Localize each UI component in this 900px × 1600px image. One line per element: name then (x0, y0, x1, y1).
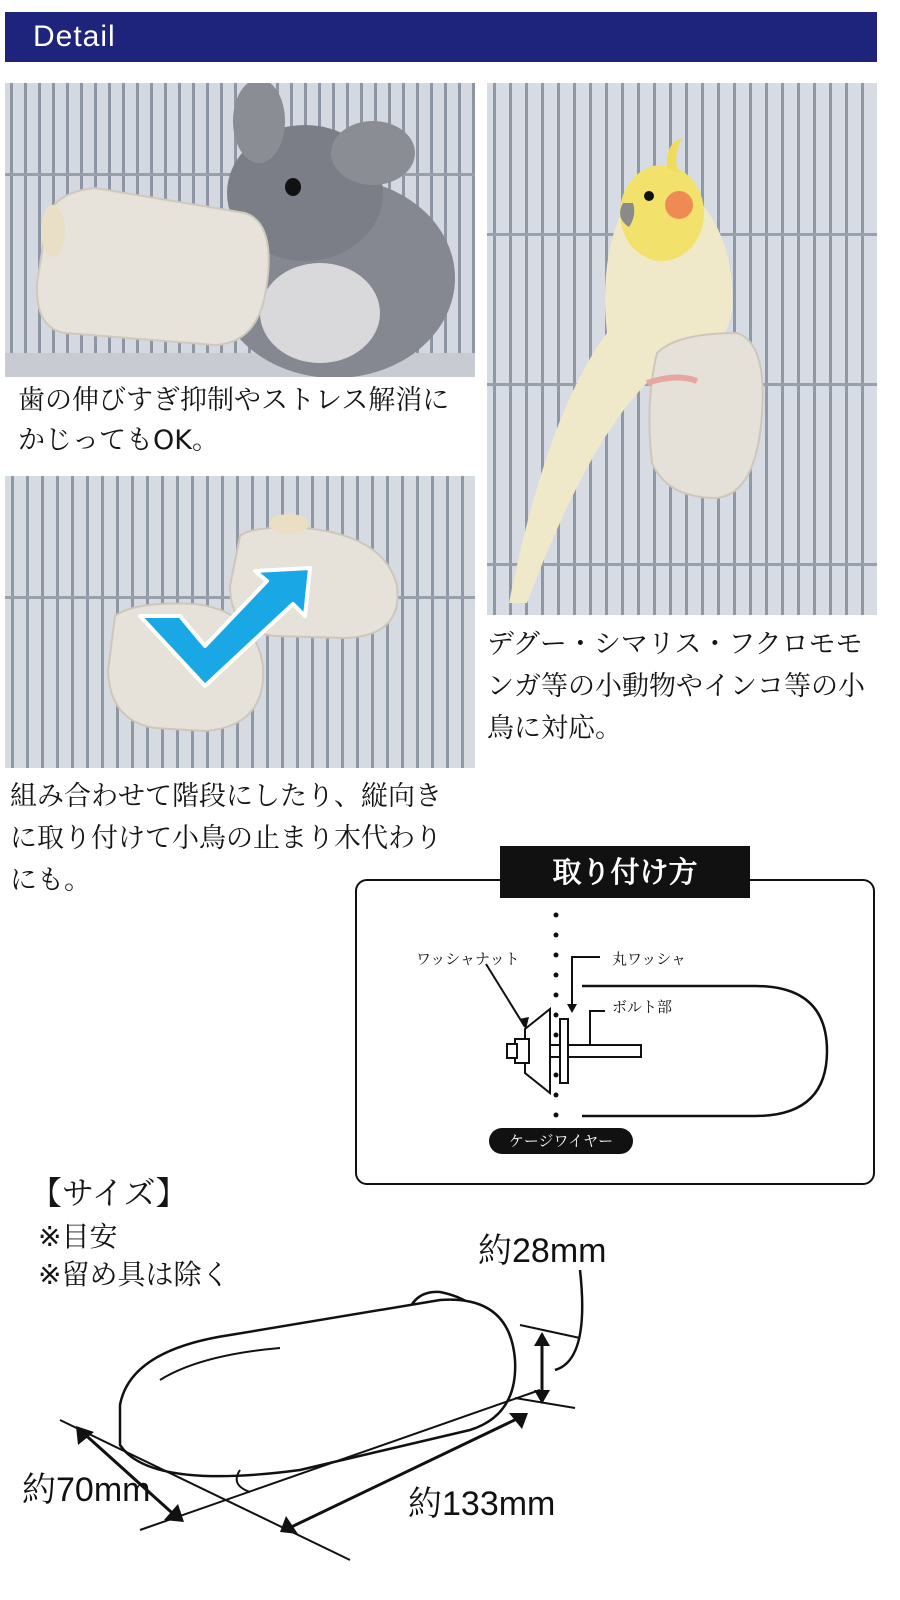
caption-line: デグー・シマリス・フクロモモ (487, 629, 863, 660)
height-dimension: 約28mm (478, 1232, 607, 1270)
animals-caption (487, 624, 887, 750)
caption-line: に取り付けて小鳥の止まり木代わり (10, 823, 442, 854)
size-note: ※目安 (38, 1220, 118, 1253)
caption-line: 鳥に対応。 (487, 713, 622, 744)
stairs-photo (5, 476, 475, 768)
chinchilla-photo (5, 83, 475, 377)
bolt-label: ボルト部 (612, 998, 673, 1016)
size-drawing (0, 1230, 900, 1600)
caption-line: ンガ等の小動物やインコ等の小 (487, 671, 865, 702)
cockatiel-photo (487, 83, 877, 615)
length-dimension: 約133mm (408, 1485, 556, 1523)
installation-title: 取り付け方 (500, 846, 750, 898)
caption-line: 歯の伸びすぎ抑制やストレス解消に (18, 385, 450, 416)
caption-line: にも。 (10, 865, 91, 896)
section-header (5, 12, 877, 62)
section-title: Detail (33, 20, 116, 53)
washer-nut-label: ワッシャナット (416, 950, 520, 968)
chewing-caption (18, 381, 488, 461)
caption-line: かじってもOK。 (18, 425, 219, 456)
width-dimension: 約70mm (22, 1471, 151, 1509)
size-note: ※留め具は除く (38, 1258, 230, 1291)
caption-line: 組み合わせて階段にしたり、縦向き (10, 781, 442, 812)
cage-wire-dots (554, 913, 559, 1118)
round-washer-label: 丸ワッシャ (612, 950, 686, 968)
cage-wire-label: ケージワイヤー (489, 1128, 633, 1154)
size-heading: 【サイズ】 (30, 1174, 188, 1212)
